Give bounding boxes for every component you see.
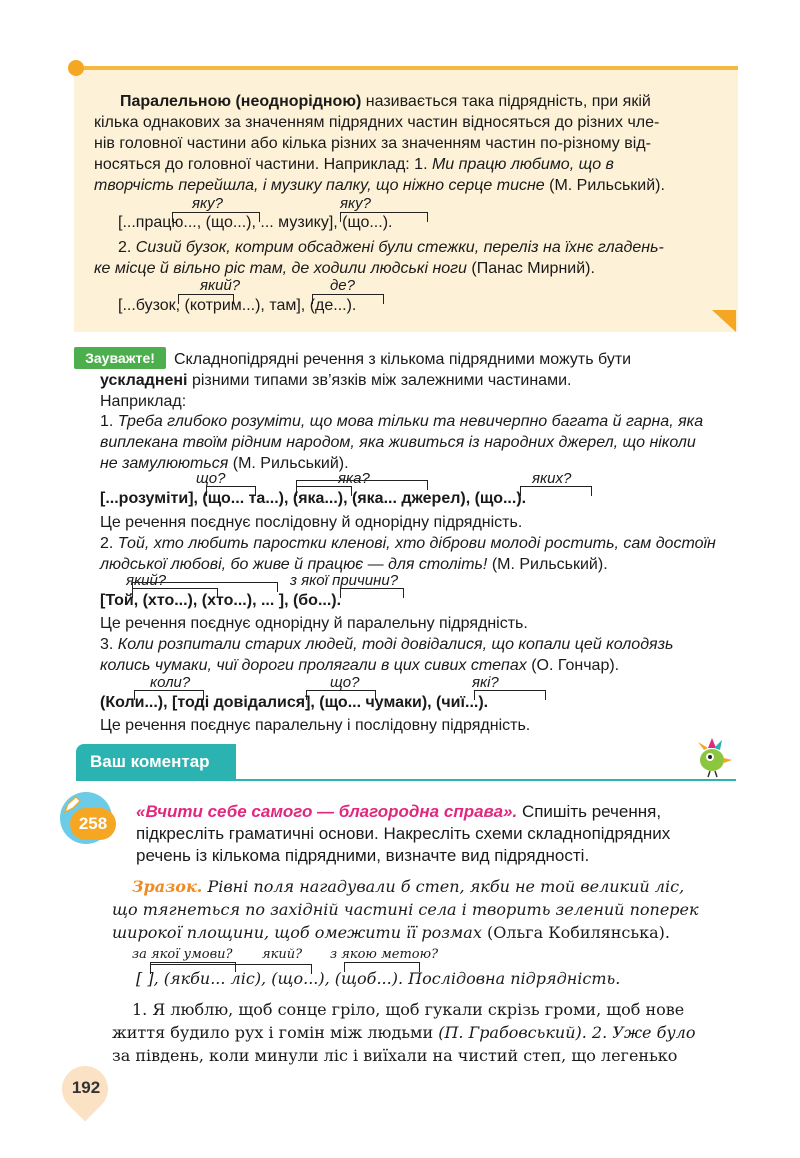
ex-text: не замулюються (100, 455, 229, 472)
ex3-line-2 (100, 655, 619, 676)
ex1-conclusion: Це речення поєднує послідовну й однорідну підрядність. (100, 514, 523, 531)
ex-author: (О. Гончар). (526, 657, 620, 674)
rule-example: творчість перейшла, і музику палку, що ніжно серце тисне (94, 177, 545, 194)
ex-text: колись чумаки, чиї дороги пролягали в цих сивих степах (100, 657, 527, 674)
ex-author: (М. Рильський). (487, 556, 608, 573)
scheme-question: який? (200, 277, 241, 294)
rule-example: Сизий бузок, котрим обсаджені були стежки, переліз на їхнє гладень- (135, 239, 664, 256)
scheme-arrow (340, 588, 404, 598)
ex3-scheme: (Коли...), [тоді довідалися], (що... чумаки), (чиї...). (100, 694, 489, 711)
ex-number: 3. (100, 636, 118, 653)
note-text: різними типами зв’язків між залежними частинами. (187, 372, 572, 389)
scheme-question: що? (196, 470, 226, 487)
rule-example: Ми працю любимо, що в (431, 156, 614, 173)
scheme-question: за якої умови? (132, 947, 233, 962)
note-keyword: ускладнені (100, 372, 188, 389)
sample-line-3 (112, 922, 670, 943)
task-text-line-1: 1. Я люблю, щоб сонце гріло, щоб гукали скрізь громи, щоб нове (132, 1000, 685, 1019)
scheme-question: яких? (532, 470, 572, 487)
task-author: (П. Грабовський). 2. Уже було (433, 1023, 696, 1042)
ex3-line-1 (100, 634, 673, 655)
page-number: 192 (71, 1078, 101, 1097)
sample-line-1 (132, 876, 684, 897)
ex3-conclusion: Це речення поєднує паралельну і послідовну підрядність. (100, 717, 531, 734)
task-text-line-2 (112, 1022, 695, 1043)
ex2-line-1 (100, 533, 716, 554)
scheme-question: коли? (150, 674, 191, 691)
corner-fold-icon (712, 310, 736, 332)
bird-icon (690, 732, 736, 778)
rule-scheme-2: [...бузок, (котрим...), там], (де...). (118, 297, 357, 314)
sample-author: (Ольга Кобилянська). (481, 923, 670, 942)
scheme-question: які? (472, 674, 499, 691)
rule-text: носяться до головної частини. Наприклад: 1. (94, 156, 432, 173)
ex1-line-2: виплекана твоїм рідним народом, яка живиться із народних джерел, що ніколи (100, 434, 696, 451)
ex2-scheme: [Той, (хто...), (хто...), ... ], (бо...). (100, 592, 342, 609)
rule-bullet-icon (68, 60, 84, 76)
scheme-question: який? (126, 572, 167, 589)
ex1-scheme: [...розуміти], (що... та...), (яка...), (яка... джерел), (що...). (100, 490, 527, 507)
scheme-arrow (296, 480, 428, 490)
rule-line-4 (94, 154, 614, 175)
rule-line-2: кілька однакових за значенням підрядних частин відносяться до різних чле- (94, 114, 660, 131)
scheme-question: який? (262, 947, 303, 962)
task-number: 258 (70, 808, 116, 840)
scheme-question: з якої причини? (290, 572, 399, 589)
task-text: Спишіть речення, (517, 802, 662, 821)
rule-line-1 (120, 91, 651, 112)
sample-scheme: [ ], (якби... ліс), (що...), (щоб...). Послідовна підрядність. (136, 969, 621, 988)
task-line-1 (136, 801, 661, 822)
scheme-arrow (520, 486, 592, 496)
ex1-line-1 (100, 411, 703, 432)
ex-number: 2. (100, 535, 118, 552)
ex-text: Той, хто любить паростки кленові, хто діброви молоді ростить, сам достоїн (117, 535, 716, 552)
scheme-question: яку? (340, 195, 371, 212)
rule-line-3: нів головної частини або кілька різних за значенням частин по-різному від- (94, 135, 651, 152)
ex-author: (М. Рильський). (228, 455, 349, 472)
rule-scheme-1: [...працю..., (що...), ... музику], (що...). (118, 214, 393, 231)
rule-term: Паралельною (неоднорідною) (120, 93, 362, 110)
scheme-question: з якою метою? (330, 947, 439, 962)
comment-section-title: Ваш коментар (76, 744, 236, 780)
ex-text: Коли розпитали старих людей, тоді довідалися, що копали цей колодязь (117, 636, 674, 653)
sample-text: широкої площини, щоб омежити її розмах (112, 923, 482, 942)
note-badge: Зауважте! (74, 347, 166, 369)
rule-box-border (74, 66, 738, 70)
rule-line-6 (118, 237, 664, 258)
task-line-3: речень із кількома підрядними, визначте вид підрядності. (136, 846, 590, 865)
task-text: життя будило рух і гомін між людьми (112, 1023, 434, 1042)
task-text-line-3: за південь, коли минули ліс і виїхали на чистий степ, що легенько (112, 1046, 678, 1065)
rule-text: називається така підрядність, при якій (361, 93, 651, 110)
rule-text: 2. (118, 239, 136, 256)
ex-text: Треба глибоко розуміти, що мова тільки та невичерпно багата й гарна, яка (117, 413, 704, 430)
ex2-conclusion: Це речення поєднує однорідну й паралельну підрядність. (100, 615, 528, 632)
sample-text: Рівні поля нагадували б степ, якби не той великий ліс, (202, 877, 685, 896)
section-divider (76, 779, 736, 781)
note-line-2 (100, 370, 571, 391)
rule-author: (Панас Мирний). (466, 260, 595, 277)
scheme-question: яка? (338, 470, 370, 487)
rule-line-7 (94, 258, 595, 279)
scheme-question: де? (330, 277, 355, 294)
sample-line-2: що тягнеться по західній частині села і творить зелений поперек (112, 900, 699, 919)
rule-line-5 (94, 175, 665, 196)
note-line-1: Складнопідрядні речення з кількома підрядними можуть бути (174, 351, 632, 368)
scheme-arrow (132, 582, 278, 592)
task-line-2: підкресліть граматичні основи. Накресліть схеми складнопідрядних (136, 824, 671, 843)
rule-example: ке місце й вільно ріс там, де ходили людські ноги (94, 260, 467, 277)
note-line-3: Наприклад: (100, 393, 187, 410)
ex-number: 1. (100, 413, 118, 430)
ex-text: людської любові, бо живе й працює — для століть! (100, 556, 488, 573)
scheme-question: яку? (192, 195, 223, 212)
rule-author: (М. Рильський). (544, 177, 665, 194)
task-title: «Вчити себе самого — благородна справа». (136, 802, 518, 821)
sample-label: Зразок. (132, 877, 203, 896)
scheme-question: що? (330, 674, 360, 691)
